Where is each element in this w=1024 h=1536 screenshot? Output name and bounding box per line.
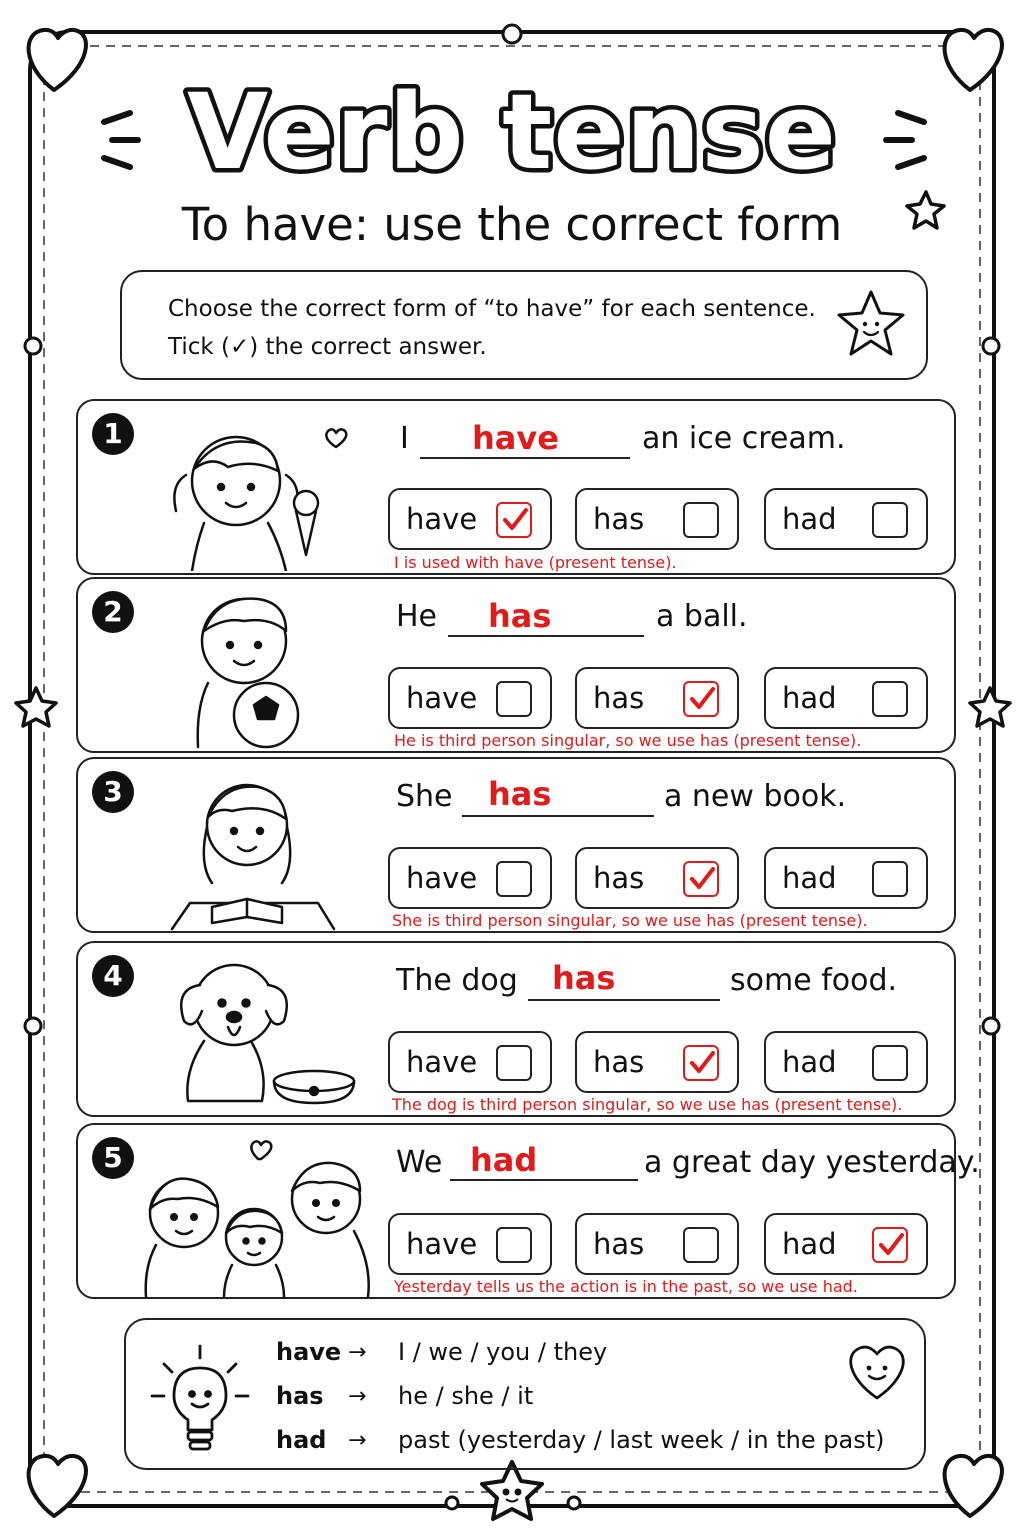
- smiling-heart-icon: [844, 1342, 910, 1402]
- rules-summary-box: [124, 1318, 926, 1470]
- arrow-icon: →: [348, 1340, 367, 1365]
- title: Verb tense: [187, 71, 837, 193]
- checkbox-checked[interactable]: [496, 502, 532, 538]
- option-has[interactable]: [575, 488, 739, 550]
- rule-word: have: [276, 1338, 342, 1366]
- sentence-end: some food.: [730, 963, 898, 998]
- option-had[interactable]: [764, 847, 928, 909]
- explanation: I is used with have (present tense).: [394, 553, 677, 572]
- answer-blank: [420, 457, 630, 459]
- family-illustration: [128, 1135, 378, 1299]
- option-label: had: [782, 861, 837, 895]
- instructions-box: [120, 270, 928, 380]
- option-have[interactable]: [388, 1213, 552, 1275]
- checkbox[interactable]: [496, 861, 532, 897]
- checkmark-icon: [687, 684, 717, 714]
- checkbox[interactable]: [683, 502, 719, 538]
- option-have[interactable]: [388, 847, 552, 909]
- checkmark-icon: [500, 505, 530, 535]
- rule-word: has: [276, 1382, 324, 1410]
- answer-blank: [462, 815, 654, 817]
- heart-icon: [29, 30, 86, 90]
- sentence-end: a new book.: [664, 779, 847, 814]
- sentence-start: We: [396, 1145, 443, 1180]
- smiling-star-icon: [834, 288, 908, 362]
- question-card-5: [76, 1123, 980, 1299]
- option-had[interactable]: [764, 488, 928, 550]
- option-label: have: [406, 861, 478, 895]
- sentence-start: I: [400, 421, 409, 456]
- explanation: He is third person singular, so we use has (present tense).: [394, 731, 862, 750]
- option-has[interactable]: [575, 1213, 739, 1275]
- checkbox[interactable]: [872, 861, 908, 897]
- answer-blank: [450, 1179, 638, 1181]
- checkbox-checked[interactable]: [683, 1045, 719, 1081]
- question-number: 2: [92, 591, 134, 633]
- smiling-star-icon: [482, 1462, 542, 1519]
- option-label: has: [593, 1227, 645, 1261]
- option-label: have: [406, 1045, 478, 1079]
- sentence-start: She: [396, 779, 453, 814]
- question-card-2: [76, 577, 956, 753]
- star-icon: [16, 688, 56, 726]
- dog-with-food-bowl-illustration: [164, 951, 364, 1111]
- option-label: has: [593, 861, 645, 895]
- option-label: has: [593, 681, 645, 715]
- sentence-start: He: [396, 599, 438, 634]
- checkmark-icon: [687, 1048, 717, 1078]
- question-number: 5: [92, 1137, 134, 1179]
- sentence-end: an ice cream.: [642, 421, 846, 456]
- option-had[interactable]: [764, 1031, 928, 1093]
- checkbox[interactable]: [872, 1045, 908, 1081]
- answer-text: has: [488, 597, 552, 635]
- option-has[interactable]: [575, 1031, 739, 1093]
- checkbox-checked[interactable]: [683, 861, 719, 897]
- girl-with-ice-cream-illustration: [156, 415, 356, 571]
- answer-text: has: [488, 775, 552, 813]
- option-label: has: [593, 1045, 645, 1079]
- option-label: had: [782, 681, 837, 715]
- explanation: Yesterday tells us the action is in the past, so we use had.: [394, 1277, 858, 1296]
- rule-description: past (yesterday / last week / in the past): [398, 1426, 885, 1454]
- checkbox-checked[interactable]: [872, 1227, 908, 1263]
- sentence-end: a great day yesterday.: [644, 1145, 980, 1180]
- option-label: had: [782, 502, 837, 536]
- option-label: have: [406, 681, 478, 715]
- sentence-end: a ball.: [656, 599, 748, 634]
- rule-description: I / we / you / they: [398, 1338, 608, 1366]
- question-card-1: [76, 399, 956, 575]
- option-had[interactable]: [764, 1213, 928, 1275]
- checkbox[interactable]: [496, 1045, 532, 1081]
- option-have[interactable]: [388, 667, 552, 729]
- checkbox[interactable]: [496, 681, 532, 717]
- boy-with-ball-illustration: [188, 587, 318, 749]
- option-label: has: [593, 502, 645, 536]
- arrow-icon: →: [348, 1384, 367, 1409]
- checkbox[interactable]: [496, 1227, 532, 1263]
- lightbulb-icon: [150, 1344, 250, 1454]
- sentence-start: The dog: [396, 963, 518, 998]
- instruction-line-2: Tick (✓) the correct answer.: [168, 334, 487, 360]
- girl-reading-book-illustration: [168, 767, 338, 931]
- answer-text: had: [470, 1141, 538, 1179]
- answer-text: has: [552, 959, 616, 997]
- question-number: 1: [92, 413, 134, 455]
- answer-blank: [528, 999, 720, 1001]
- answer-text: have: [472, 419, 559, 457]
- checkbox[interactable]: [683, 1227, 719, 1263]
- option-has[interactable]: [575, 667, 739, 729]
- option-label: have: [406, 1227, 478, 1261]
- option-label: have: [406, 502, 478, 536]
- checkbox-checked[interactable]: [683, 681, 719, 717]
- option-label: had: [782, 1227, 837, 1261]
- question-card-3: [76, 757, 956, 933]
- checkbox[interactable]: [872, 681, 908, 717]
- option-have[interactable]: [388, 488, 552, 550]
- checkmark-icon: [687, 864, 717, 894]
- arrow-icon: →: [348, 1428, 367, 1453]
- subtitle: To have: use the correct form: [181, 198, 843, 251]
- option-label: had: [782, 1045, 837, 1079]
- option-have[interactable]: [388, 1031, 552, 1093]
- option-has[interactable]: [575, 847, 739, 909]
- question-card-4: [76, 941, 956, 1117]
- rule-description: he / she / it: [398, 1382, 534, 1410]
- checkbox[interactable]: [872, 502, 908, 538]
- answer-blank: [448, 635, 644, 637]
- question-number: 3: [92, 771, 134, 813]
- option-had[interactable]: [764, 667, 928, 729]
- explanation: She is third person singular, so we use has (present tense).: [392, 911, 868, 930]
- explanation: The dog is third person singular, so we use has (present tense).: [392, 1095, 903, 1114]
- question-number: 4: [92, 955, 134, 997]
- checkmark-icon: [876, 1230, 906, 1260]
- rule-word: had: [276, 1426, 327, 1454]
- instruction-line-1: Choose the correct form of “to have” for each sentence.: [168, 296, 816, 322]
- star-icon: [970, 688, 1010, 726]
